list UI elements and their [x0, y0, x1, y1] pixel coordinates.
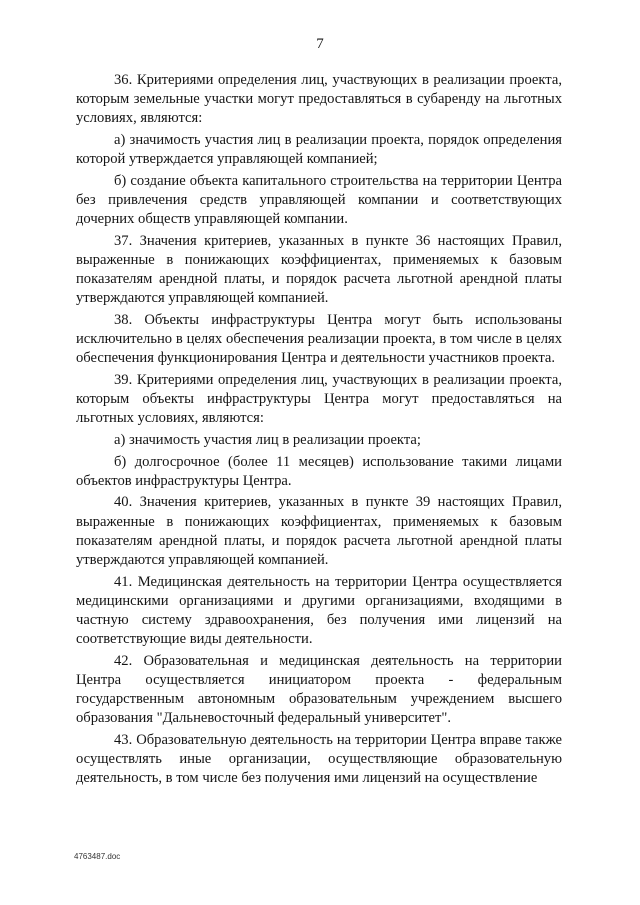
paragraph-42: 42. Образовательная и медицинская деятельность на территории Центра осуществляется инициатором проекта - федеральным государственным автономным образовательным учреждением высшего образования "Дальневосточный федеральный университет". — [76, 652, 562, 727]
paragraph-43: 43. Образовательную деятельность на территории Центра вправе также осуществлять иные организации, осуществляющие образовательную деятельность, в том числе без получения ими лицензий на осуществление — [76, 732, 562, 787]
paragraph-39: 39. Критериями определения лиц, участвующих в реализации проекта, которым объекты инфраструктуры Центра могут предоставляться на льготных условиях, являются: — [76, 372, 562, 427]
paragraph-39-b: б) долгосрочное (более 11 месяцев) использование такими лицами объектов инфраструктуры Центра. — [76, 453, 562, 489]
paragraph-36-b: б) создание объекта капитального строительства на территории Центра без привлечения средств управляющей компании и соответствующих дочерних обществ управляющей компании. — [76, 172, 562, 228]
paragraph-38: 38. Объекты инфраструктуры Центра могут быть использованы исключительно в целях обеспечения реализации проекта, в том числе в целях обеспечения функционирования Центра и деятельности участников проекта. — [76, 312, 562, 367]
document-body — [76, 71, 562, 789]
paragraph-40: 40. Значения критериев, указанных в пункте 39 настоящих Правил, выраженные в понижающих коэффициентах, применяемых к базовым показателям арендной платы, и порядок расчета льготной арендной платы утверждаются управляющей компанией. — [76, 494, 562, 568]
paragraph-36: 36. Критериями определения лиц, участвующих в реализации проекта, которым земельные участки могут предоставляться в субаренду на льготных условиях, являются: — [76, 72, 562, 127]
paragraph-37: 37. Значения критериев, указанных в пункте 36 настоящих Правил, выраженные в понижающих коэффициентах, применяемых к базовым показателям арендной платы, и порядок расчета льготной арендной платы утверждаются управляющей компанией. — [76, 232, 562, 307]
page-number: 7 — [316, 36, 324, 52]
document-filename: 4763487.doc — [74, 852, 121, 861]
paragraph-39-a: а) значимость участия лиц в реализации проекта; — [114, 432, 421, 448]
paragraph-36-a: а) значимость участия лиц в реализации проекта, порядок определения которой утверждается управляющей компанией; — [76, 132, 562, 168]
paragraph-41: 41. Медицинская деятельность на территории Центра осуществляется медицинскими организациями и другими организациями, входящими в частную систему здравоохранения, без получения ими лицензий на соответствующие виды деятельности. — [76, 573, 562, 648]
